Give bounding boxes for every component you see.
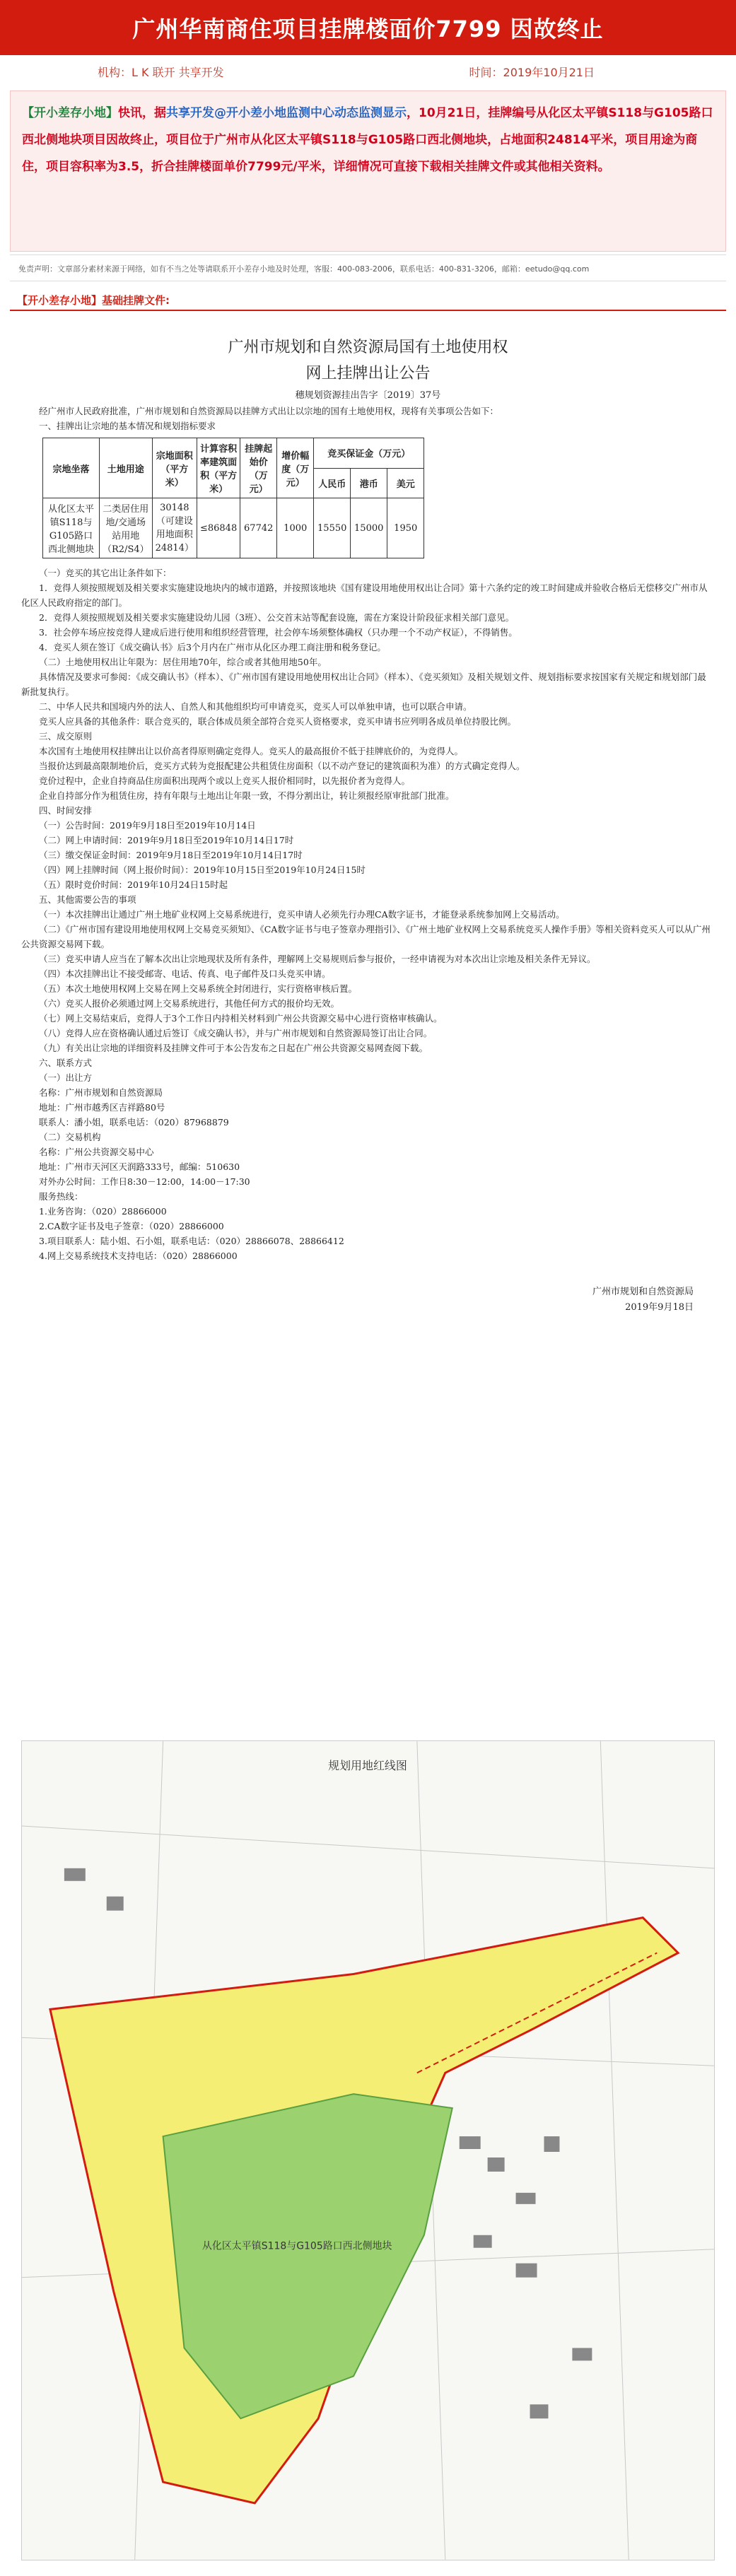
doc-paragraph: （六）竞买人报价必须通过网上交易系统进行，其他任何方式的报价均无效。 [39, 998, 340, 1009]
doc-paragraph: 2．竞得人须按照规划及相关要求实施建设幼儿园（3班）、公交首末站等配套设施，需在方案设计阶段征求相关部门意见。 [39, 612, 515, 623]
doc-number: 穗规划资源挂出告字〔2019〕37号 [295, 390, 441, 401]
th-area: 宗地面积（平方米） [152, 438, 197, 498]
cell-rmb: 15550 [314, 498, 351, 558]
doc-paragraph: 二、中华人民共和国境内外的法人、自然人和其他组织均可申请竞买，竞买人可以单独申请，也可以联合申请。 [39, 701, 472, 712]
doc-paragraph: （二）交易机构 [39, 1132, 101, 1142]
doc-paragraph: 名称：广州公共资源交易中心 [39, 1147, 154, 1157]
cell-use: 二类居住用地/交通场站用地（R2/S4） [100, 498, 153, 558]
land-table [42, 438, 424, 558]
doc-paragraph: 竞价过程中，企业自持商品住房面积出现两个或以上竞买人报价相同时，以先报价者为竞得人。 [39, 775, 411, 786]
doc-paragraph: 4．竞买人须在签订《成交确认书》后3个月内在广州市从化区办理工商注册和税务登记。 [39, 642, 386, 652]
summary-lead: 快讯，据 [118, 106, 166, 120]
doc-paragraph: （一）出让方 [39, 1072, 93, 1083]
cell-area: 30148（可建设用地面积24814） [152, 498, 197, 558]
title-banner [0, 0, 736, 55]
map-title: 规划用地红线图 [328, 1759, 407, 1773]
doc-title-1: 广州市规划和自然资源局国有土地使用权 [228, 339, 508, 356]
doc-intro: 经广州市人民政府批准，广州市规划和自然资源局以挂牌方式出让以宗地的国有土地使用权，现将有关事项公告如下： [39, 406, 499, 416]
doc-paragraph: 1．竞得人须按照规划及相关要求实施建设地块内的城市道路，并按照该地块《国有建设用地使用权出让合同》第十六条约定的竣工时间建成并验收合格后无偿移交广州市从化区人民政府指定的部门。 [21, 582, 708, 608]
doc-paragraph: （八）竞得人应在资格确认通过后签订《成交确认书》，并与广州市规划和自然资源局签订出让合同。 [39, 1028, 433, 1038]
th-usd: 美元 [387, 468, 424, 498]
cell-name: 从化区太平镇S118与G105路口西北侧地块 [43, 498, 100, 558]
summary-box [10, 90, 726, 252]
meta-bar [0, 61, 736, 82]
doc-paragraph: （四）网上挂牌时间（网上报价时间）：2019年10月15日至2019年10月24日15时 [39, 865, 366, 875]
doc-paragraph: 五、其他需要公告的事项 [39, 894, 136, 905]
doc-paragraph: 3.项目联系人：陆小姐、石小姐，联系电话：（020）28866078、28866412 [39, 1236, 344, 1246]
summary-link[interactable]: 共享开发@开小差小地监测中心动态监测显示 [166, 106, 407, 120]
publish-time: 时间：2019年10月21日 [469, 66, 595, 79]
table-row [43, 498, 424, 558]
doc-paragraph: 六、联系方式 [39, 1058, 93, 1068]
doc-paragraph: 联系人：潘小姐，联系电话：（020）87968879 [39, 1117, 229, 1128]
cell-start: 67742 [240, 498, 277, 558]
doc-paragraph: 地址：广州市天河区天润路333号，邮编：510630 [39, 1161, 240, 1172]
doc-paragraph: 三、成交原则 [39, 731, 93, 742]
doc-paragraph: （二）《广州市国有建设用地使用权网上交易竞买须知》、《CA数字证书与电子签章办理指引》、《广州土地矿业权网上交易系统竞买人操作手册》等相关资料竞买人可以从广州公共资源交易网下载。 [21, 924, 711, 949]
summary-text: ，10月21日，挂牌编号从化区太平镇S118与G105路口西北侧地块项目因故终止，项目位于广州市从化区太平镇S118与G105路口西北侧地块，占地面积24814平米，项目用途为商住，项目容积率为3.5，折合挂牌楼面单价7799元/平米，详细情况可直接下载相关挂牌文件或其他相关资料。 [22, 106, 713, 174]
doc-section-1: 一、挂牌出让宗地的基本情况和规划指标要求 [39, 421, 216, 431]
sign-org: 广州市规划和自然资源局 [592, 1287, 694, 1297]
th-start: 挂牌起始价（万元） [240, 438, 277, 498]
site-map-drawing [22, 1741, 714, 2560]
doc-paragraph: 服务热线： [39, 1191, 83, 1202]
th-inc: 增价幅度（万元） [277, 438, 314, 498]
doc-paragraph: 4.网上交易系统技术支持电话：（020）28866000 [39, 1251, 238, 1261]
doc-paragraph: （九）有关出让宗地的详细资料及挂牌文件可于本公告发布之日起在广州公共资源交易网查阅下载。 [39, 1043, 428, 1053]
doc-paragraph: （五）限时竞价时间：2019年10月24日15时起 [39, 879, 228, 890]
site-map [21, 1740, 715, 2560]
th-rmb: 人民币 [314, 468, 351, 498]
doc-paragraph: （一）本次挂牌出让通过广州土地矿业权网上交易系统进行，竞买申请人必须先行办理CA数字证书，才能登录系统参加网上交易活动。 [39, 909, 565, 920]
doc-paragraph: 名称：广州市规划和自然资源局 [39, 1087, 163, 1098]
doc-paragraph: 对外办公时间：工作日8:30－12:00，14:00－17:30 [39, 1176, 250, 1187]
doc-body [21, 566, 715, 1263]
doc-paragraph: 本次国有土地使用权挂牌出让以价高者得原则确定竞得人。竞买人的最高报价不低于挂牌底价的，为竞得人。 [39, 746, 464, 756]
th-build: 计算容积率建筑面积（平方米） [197, 438, 240, 498]
section-title: 【开小差存小地】基础挂牌文件: [10, 288, 726, 311]
doc-paragraph: 2.CA数字证书及电子签章：（020）28866000 [39, 1221, 224, 1231]
doc-paragraph: 当报价达到最高限制地价后，竞买方式转为竞报配建公共租赁住房面积（以不动产登记的建筑面积为准）的方式确定竞得人。 [39, 761, 525, 771]
doc-title-2: 网上挂牌出让公告 [305, 365, 431, 382]
map-label: 从化区太平镇S118与G105路口西北侧地块 [201, 2240, 392, 2252]
announcement-document [21, 317, 715, 1316]
doc-paragraph: （一）公告时间：2019年9月18日至2019年10月14日 [39, 820, 256, 831]
doc-paragraph: 企业自持部分作为租赁住房，持有年限与土地出让年限一致，不得分割出让，转让须报经原审批部门批准。 [39, 790, 455, 801]
cell-hkd: 15000 [351, 498, 387, 558]
doc-paragraph: （三）缴交保证金时间：2019年9月18日至2019年10月14日17时 [39, 850, 303, 860]
signature-block [21, 1284, 715, 1316]
summary-tag[interactable]: 【开小差存小地】 [22, 106, 118, 120]
doc-paragraph: 地址：广州市越秀区吉祥路80号 [39, 1102, 165, 1113]
doc-paragraph: （二）土地使用权出让年限为：居住用地70年，综合或者其他用地50年。 [39, 657, 327, 667]
doc-paragraph: 具体情况及要求可参阅：《成交确认书》（样本）、《广州市国有建设用地使用权出让合同》（样本）、《竞买须知》及相关规划文件、规划指标要求按国家有关规定和规划部门最新批复执行。 [21, 672, 706, 697]
th-hkd: 港币 [351, 468, 387, 498]
doc-paragraph: 3．社会停车场应按竞得人建成后进行使用和组织经营管理，社会停车场须整体确权（只办理一个不动产权证），不得销售。 [39, 627, 518, 638]
cell-build: ≤86848 [197, 498, 240, 558]
doc-paragraph: （七）网上交易结束后，竞得人于3个工作日内持相关材料到广州公共资源交易中心进行资格审核确认。 [39, 1013, 443, 1024]
doc-paragraph: （五）本次土地使用权网上交易在网上交易系统全封闭进行，实行资格审核后置。 [39, 983, 358, 994]
doc-paragraph: （三）竞买申请人应当在了解本次出让宗地现状及所有条件，理解网上交易规则后参与报价，一经申请视为对本次出让宗地及相关条件无异议。 [39, 954, 596, 964]
sign-date: 2019年9月18日 [625, 1302, 694, 1313]
cell-usd: 1950 [387, 498, 424, 558]
th-name: 宗地坐落 [43, 438, 100, 498]
th-deposit: 竞买保证金（万元） [314, 438, 424, 469]
page-title: 广州华南商住项目挂牌楼面价7799 因故终止 [132, 16, 604, 42]
cell-inc: 1000 [277, 498, 314, 558]
th-use: 土地用途 [100, 438, 153, 498]
doc-paragraph: 1.业务咨询：（020）28866000 [39, 1206, 167, 1217]
doc-paragraph: （二）网上申请时间：2019年9月18日至2019年10月14日17时 [39, 835, 294, 845]
doc-paragraph: （四）本次挂牌出让不接受邮寄、电话、传真、电子邮件及口头竞买申请。 [39, 968, 331, 979]
doc-paragraph: （一）竞买的其它出让条件如下： [39, 568, 172, 578]
doc-paragraph: 竞买人应具备的其他条件：联合竞买的，联合体成员须全部符合竞买人资格要求，竞买申请书应列明各成员单位持股比例。 [39, 716, 517, 727]
doc-paragraph: 四、时间安排 [39, 805, 93, 816]
org-info: 机构：L K 联开 共享开发 [98, 66, 224, 79]
disclaimer: 免责声明：文章部分素材来源于网络，如有不当之处等请联系开小差存小地及时处理，客服：400-083-2006，联系电话：400-831-3206，邮箱：eetudo@qq.com [10, 254, 726, 281]
